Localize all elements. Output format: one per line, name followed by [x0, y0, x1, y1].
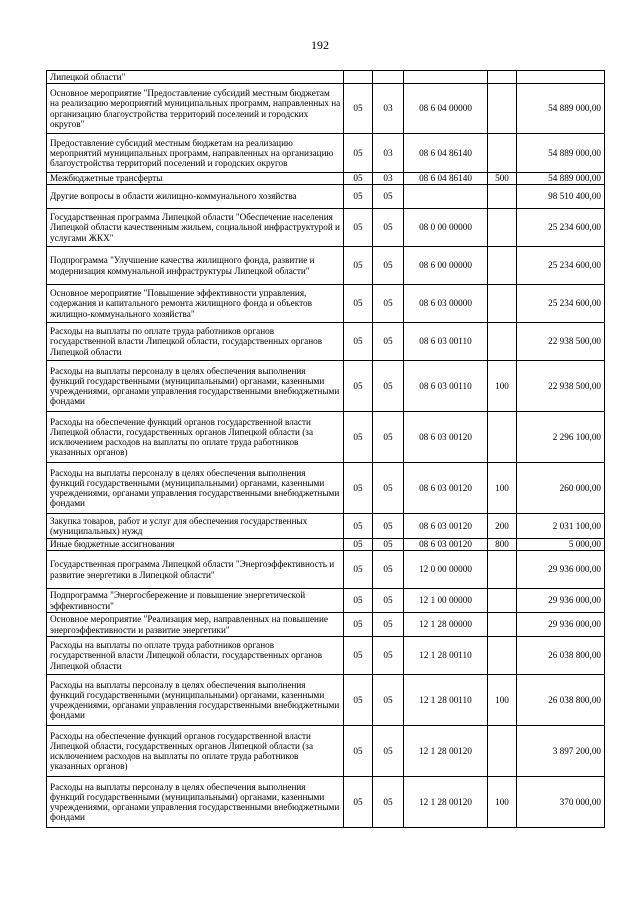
row-name: Расходы на обеспечение функций органов государственной власти Липецкой области, государственных органов Липецкой области (за исключением расходов на выплаты по оплате труда работников указанных органов) [47, 412, 344, 463]
row-csr: 12 1 28 00120 [404, 777, 488, 828]
row-vr [488, 71, 517, 84]
row-amount: 5 000,00 [517, 539, 605, 551]
row-podrazdel: 05 [373, 412, 404, 463]
row-vr: 100 [488, 361, 517, 412]
row-name: Государственная программа Липецкой области "Энергоэффективность и развитие энергетики в Липецкой области" [47, 551, 344, 589]
row-vr: 800 [488, 539, 517, 551]
row-csr [404, 185, 488, 209]
table-row [47, 247, 605, 285]
row-amount: 3 897 200,00 [517, 726, 605, 777]
row-razdel: 05 [344, 589, 373, 613]
row-vr [488, 323, 517, 361]
row-razdel: 05 [344, 675, 373, 726]
row-razdel: 05 [344, 514, 373, 539]
row-amount: 29 936 000,00 [517, 551, 605, 589]
table-row [47, 71, 605, 84]
row-vr [488, 134, 517, 173]
row-amount: 25 234 600,00 [517, 285, 605, 323]
row-amount: 25 234 600,00 [517, 247, 605, 285]
row-name: Основное мероприятие "Реализация мер, направленных на повышение энергоэффективности и развитие энергетики" [47, 613, 344, 637]
row-vr: 100 [488, 777, 517, 828]
row-razdel: 05 [344, 726, 373, 777]
table-row [47, 285, 605, 323]
row-amount: 54 889 000,00 [517, 173, 605, 185]
row-amount: 26 038 800,00 [517, 675, 605, 726]
table-row [47, 173, 605, 185]
row-podrazdel: 05 [373, 777, 404, 828]
row-vr [488, 84, 517, 134]
row-name: Государственная программа Липецкой области "Обеспечение населения Липецкой области качественным жильем, социальной инфраструктурой и услугами ЖКХ" [47, 209, 344, 247]
row-razdel: 05 [344, 361, 373, 412]
row-amount: 25 234 600,00 [517, 209, 605, 247]
row-podrazdel: 05 [373, 726, 404, 777]
table-row [47, 726, 605, 777]
row-amount: 22 938 500,00 [517, 323, 605, 361]
row-podrazdel: 05 [373, 613, 404, 637]
row-csr: 08 6 00 00000 [404, 247, 488, 285]
row-name: Расходы на выплаты персоналу в целях обеспечения выполнения функций государственными (муниципальными) органами, казенными учреждениями, органами управления государственными внебюджетными фондами [47, 675, 344, 726]
row-podrazdel: 05 [373, 209, 404, 247]
row-csr: 12 1 28 00120 [404, 726, 488, 777]
table-row [47, 551, 605, 589]
row-amount: 26 038 800,00 [517, 637, 605, 675]
row-podrazdel: 05 [373, 539, 404, 551]
row-razdel: 05 [344, 84, 373, 134]
row-name: Расходы на обеспечение функций органов государственной власти Липецкой области, государственных органов Липецкой области (за исключением расходов на выплаты по оплате труда работников указанных органов) [47, 726, 344, 777]
row-vr [488, 613, 517, 637]
row-name: Расходы на выплаты по оплате труда работников органов государственной власти Липецкой области, государственных органов Липецкой области [47, 637, 344, 675]
table-row [47, 412, 605, 463]
row-razdel: 05 [344, 185, 373, 209]
row-razdel: 05 [344, 323, 373, 361]
row-csr: 12 1 00 00000 [404, 589, 488, 613]
row-vr [488, 589, 517, 613]
row-name: Основное мероприятие "Повышение эффективности управления, содержания и капитального ремонта жилищного фонда и объектов жилищно-коммунального хозяйства" [47, 285, 344, 323]
table-row [47, 185, 605, 209]
row-name: Предоставление субсидий местным бюджетам на реализацию мероприятий муниципальных программ, направленных на организацию благоустройства территорий поселений и городских округов [47, 134, 344, 173]
row-name: Расходы на выплаты по оплате труда работников органов государственной власти Липецкой области, государственных органов Липецкой области [47, 323, 344, 361]
row-razdel: 05 [344, 247, 373, 285]
row-razdel: 05 [344, 209, 373, 247]
row-amount: 370 000,00 [517, 777, 605, 828]
row-name: Расходы на выплаты персоналу в целях обеспечения выполнения функций государственными (муниципальными) органами, казенными учреждениями, органами управления государственными внебюджетными фондами [47, 361, 344, 412]
row-amount: 54 889 000,00 [517, 84, 605, 134]
row-csr: 08 6 03 00120 [404, 412, 488, 463]
row-vr: 100 [488, 675, 517, 726]
table-row [47, 209, 605, 247]
row-razdel: 05 [344, 412, 373, 463]
row-name: Иные бюджетные ассигнования [47, 539, 344, 551]
row-podrazdel: 03 [373, 173, 404, 185]
row-csr: 08 6 03 00120 [404, 539, 488, 551]
row-name: Подпрограмма "Улучшение качества жилищного фонда, развитие и модернизация коммунальной инфраструктуры Липецкой области" [47, 247, 344, 285]
table-row [47, 323, 605, 361]
row-vr [488, 247, 517, 285]
row-podrazdel: 03 [373, 84, 404, 134]
row-razdel: 05 [344, 463, 373, 514]
row-amount: 98 510 400,00 [517, 185, 605, 209]
row-csr: 08 0 00 00000 [404, 209, 488, 247]
row-podrazdel: 05 [373, 361, 404, 412]
row-name: Другие вопросы в области жилищно-коммунального хозяйства [47, 185, 344, 209]
row-csr: 08 6 03 00110 [404, 361, 488, 412]
table-row [47, 777, 605, 828]
row-razdel [344, 71, 373, 84]
row-csr: 08 6 04 86140 [404, 134, 488, 173]
row-razdel: 05 [344, 637, 373, 675]
row-name: Межбюджетные трансферты [47, 173, 344, 185]
table-row [47, 539, 605, 551]
row-vr [488, 551, 517, 589]
table-row [47, 637, 605, 675]
row-podrazdel: 03 [373, 134, 404, 173]
row-amount: 54 889 000,00 [517, 134, 605, 173]
table-row [47, 613, 605, 637]
row-podrazdel: 05 [373, 551, 404, 589]
table-row [47, 514, 605, 539]
row-razdel: 05 [344, 173, 373, 185]
row-razdel: 05 [344, 134, 373, 173]
row-vr [488, 637, 517, 675]
row-csr: 12 1 28 00000 [404, 613, 488, 637]
table-row [47, 589, 605, 613]
budget-table [46, 70, 605, 828]
table-row [47, 675, 605, 726]
row-csr: 12 1 28 00110 [404, 675, 488, 726]
row-podrazdel: 05 [373, 675, 404, 726]
table-row [47, 463, 605, 514]
row-podrazdel: 05 [373, 637, 404, 675]
row-podrazdel: 05 [373, 514, 404, 539]
row-razdel: 05 [344, 777, 373, 828]
row-podrazdel [373, 71, 404, 84]
row-vr [488, 726, 517, 777]
row-name: Подпрограмма "Энергосбережение и повышение энергетической эффективности" [47, 589, 344, 613]
row-vr [488, 185, 517, 209]
row-csr: 12 0 00 00000 [404, 551, 488, 589]
row-podrazdel: 05 [373, 463, 404, 514]
row-vr: 200 [488, 514, 517, 539]
row-name: Расходы на выплаты персоналу в целях обеспечения выполнения функций государственными (муниципальными) органами, казенными учреждениями, органами управления государственными внебюджетными фондами [47, 463, 344, 514]
row-csr: 08 6 03 00120 [404, 463, 488, 514]
row-amount: 260 000,00 [517, 463, 605, 514]
row-csr: 08 6 04 86140 [404, 173, 488, 185]
row-razdel: 05 [344, 285, 373, 323]
table-row [47, 361, 605, 412]
row-razdel: 05 [344, 539, 373, 551]
row-name: Расходы на выплаты персоналу в целях обеспечения выполнения функций государственными (муниципальными) органами, казенными учреждениями, органами управления государственными внебюджетными фондами [47, 777, 344, 828]
row-amount: 2 031 100,00 [517, 514, 605, 539]
table-body [47, 71, 605, 828]
row-csr: 12 1 28 00110 [404, 637, 488, 675]
row-name: Закупка товаров, работ и услуг для обеспечения государственных (муниципальных) нужд [47, 514, 344, 539]
row-amount: 29 936 000,00 [517, 589, 605, 613]
page-number: 192 [311, 38, 329, 52]
row-csr: 08 6 03 00120 [404, 514, 488, 539]
row-csr: 08 6 04 00000 [404, 84, 488, 134]
row-podrazdel: 05 [373, 185, 404, 209]
row-razdel: 05 [344, 551, 373, 589]
row-csr: 08 6 03 00000 [404, 285, 488, 323]
row-razdel: 05 [344, 613, 373, 637]
row-amount: 2 296 100,00 [517, 412, 605, 463]
table-row [47, 134, 605, 173]
row-name: Основное мероприятие "Предоставление субсидий местным бюджетам на реализацию мероприятий муниципальных программ, направленных на организацию благоустройства территорий поселений и городских округов" [47, 84, 344, 134]
row-podrazdel: 05 [373, 285, 404, 323]
row-vr: 500 [488, 173, 517, 185]
row-csr [404, 71, 488, 84]
row-vr [488, 209, 517, 247]
row-amount: 22 938 500,00 [517, 361, 605, 412]
row-vr: 100 [488, 463, 517, 514]
row-vr [488, 285, 517, 323]
row-podrazdel: 05 [373, 247, 404, 285]
table-row [47, 84, 605, 134]
row-name: Липецкой области" [47, 71, 344, 84]
row-podrazdel: 05 [373, 323, 404, 361]
row-amount: 29 936 000,00 [517, 613, 605, 637]
row-amount [517, 71, 605, 84]
row-csr: 08 6 03 00110 [404, 323, 488, 361]
row-podrazdel: 05 [373, 589, 404, 613]
row-vr [488, 412, 517, 463]
